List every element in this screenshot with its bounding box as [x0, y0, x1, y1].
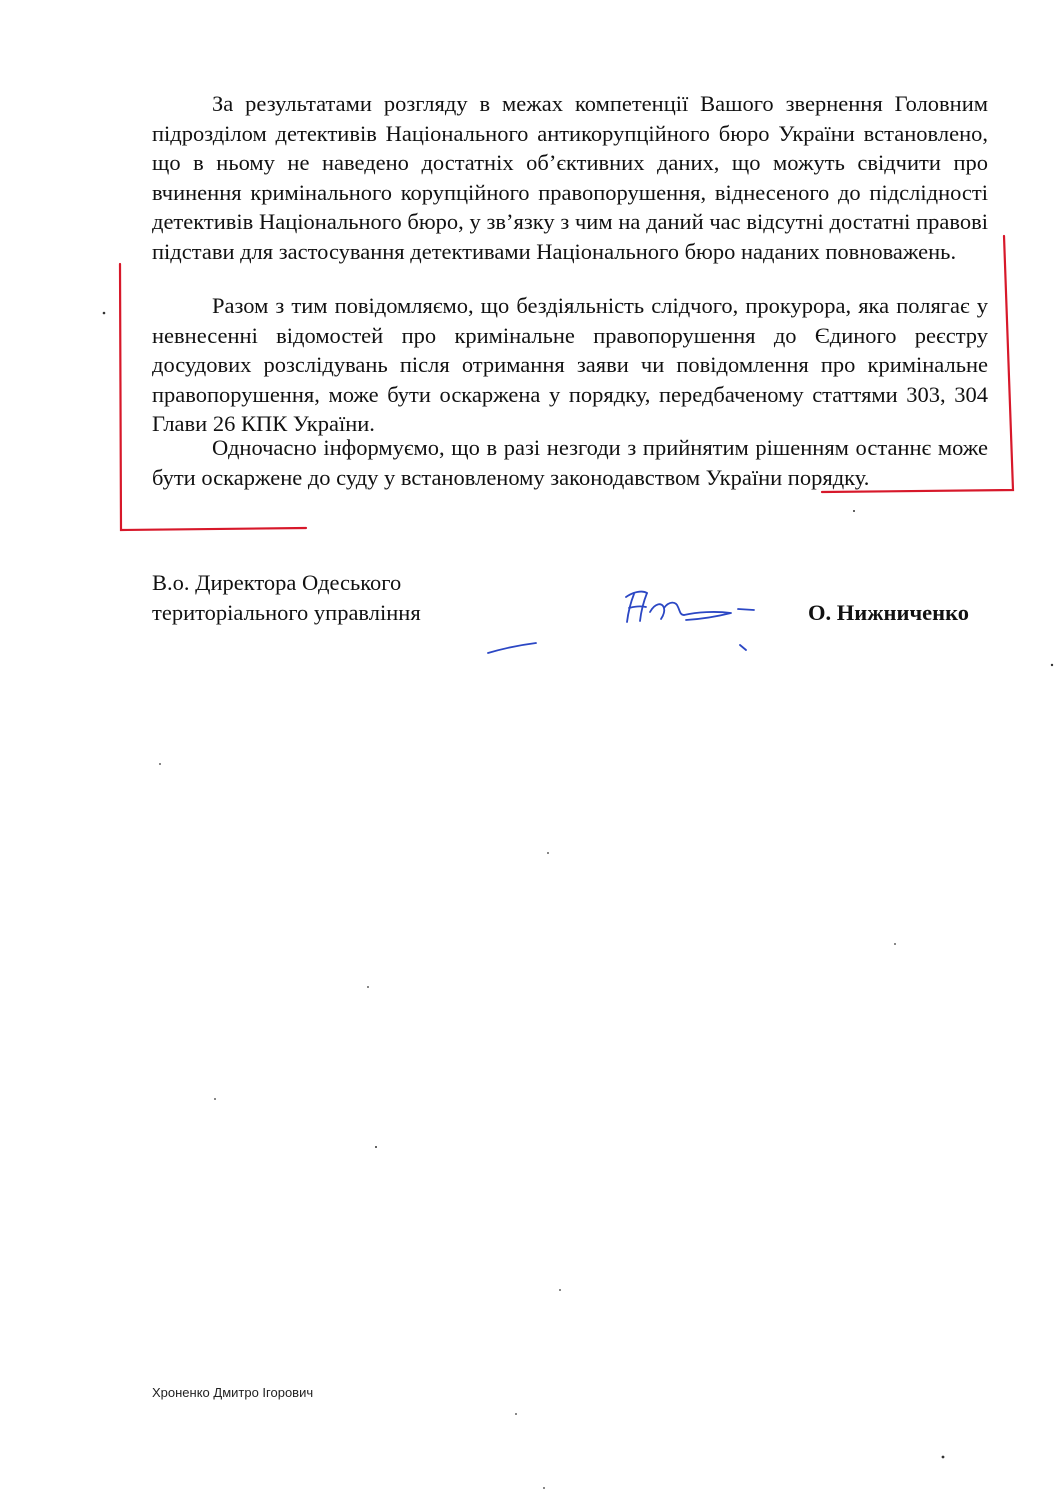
- signatory-position-line-1: В.о. Директора Одеського: [152, 570, 402, 595]
- executor-name: Хроненко Дмитро Ігорович: [152, 1385, 314, 1400]
- signatory-position: [152, 568, 421, 628]
- signatory-position-line-2: територіального управління: [152, 600, 421, 625]
- handwritten-signature: [488, 592, 754, 653]
- signatory-name: О. Нижниченко: [808, 600, 970, 625]
- paragraph-review-result: За результатами розгляду в межах компетенції Вашого звернення Головним підрозділом детективів Національного антикорупційного бюро України встановлено, що в ньому не наведено достатніх об’єктивних даних, що можуть свідчити про вчинення кримінального корупційного правопорушення, віднесеного до підслідності детективів Національного бюро, у зв’язку з чим на даний час відсутні достатні правові підстави для застосування детективами Національного бюро наданих повноважень.: [152, 91, 988, 264]
- paragraph-appeal-decision: Одночасно інформуємо, що в разі незгоди з прийнятим рішенням останнє може бути оскаржене до суду у встановленому законодавством України порядку.: [152, 435, 988, 490]
- paragraph-appeal-inaction: Разом з тим повідомляємо, що бездіяльність слідчого, прокурора, яка полягає у невнесенні відомостей про кримінальне правопорушення до Єдиного реєстру досудових розслідувань після отримання заяви чи повідомлення про кримінальне правопорушення, може бути оскаржена у порядку, передбаченому статтями 303, 304 Глави 26 КПК України.: [152, 293, 988, 437]
